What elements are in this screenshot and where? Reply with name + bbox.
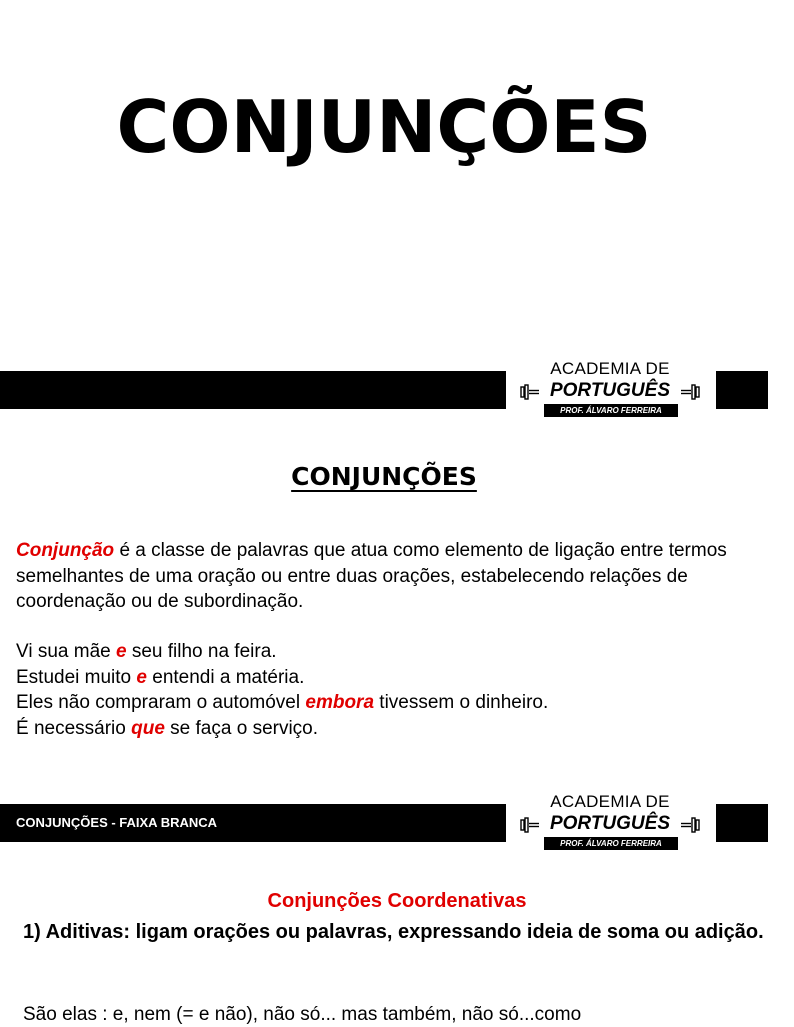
logo-line-2: PORTUGUÊS <box>549 380 670 401</box>
footer-bar-left <box>0 804 506 842</box>
examples-list <box>16 639 756 741</box>
slide-title <box>0 0 768 415</box>
logo-line-1: ACADEMIA DE <box>550 359 670 378</box>
highlighted-conjunction: que <box>131 717 165 739</box>
section-heading: CONJUNÇÕES <box>291 462 477 491</box>
slide-definition <box>0 410 768 848</box>
definition-term: Conjunção <box>16 540 115 561</box>
dumbbell-icon <box>680 817 700 833</box>
logo-line-1: ACADEMIA DE <box>550 792 670 811</box>
dumbbell-icon <box>520 384 540 400</box>
highlighted-conjunction: e <box>136 666 147 688</box>
logo-line-3: PROF. ÁLVARO FERREIRA <box>544 404 678 417</box>
page-title: CONJUNÇÕES <box>116 85 652 169</box>
footer-bar-right <box>716 371 768 409</box>
footer-bar-left <box>0 371 506 409</box>
dumbbell-icon <box>680 384 700 400</box>
logo-line-3: PROF. ÁLVARO FERREIRA <box>544 837 678 850</box>
dumbbell-icon <box>520 817 540 833</box>
example-line: Vi sua mãe e seu filho na feira. <box>16 641 277 662</box>
slide-subtitle: Conjunções Coordenativas <box>267 890 527 912</box>
footer-bar-label: CONJUNÇÕES - FAIXA BRANCA <box>16 815 218 830</box>
definition-paragraph <box>16 538 756 615</box>
conjunction-list: São elas : e, nem (= e não), não só... mas também, não só...como <box>23 1004 582 1025</box>
example-line: Estudei muito e entendi a matéria. <box>16 666 305 688</box>
slide-coordinative <box>0 842 768 1024</box>
example-line: Eles não compraram o automóvel embora tivessem o dinheiro. <box>16 692 549 713</box>
definition-text: é a classe de palavras que atua como elemento de ligação entre termos semelhantes de uma oração ou entre duas orações, estabelecendo relações de coordenação ou de subordinação. <box>16 540 727 612</box>
highlighted-conjunction: embora <box>305 692 375 713</box>
logo-line-2: PORTUGUÊS <box>549 813 670 834</box>
highlighted-conjunction: e <box>115 641 127 662</box>
category-item: 1) Aditivas: ligam orações ou palavras, expressando ideia de soma ou adição. <box>23 921 764 943</box>
footer-bar-right <box>716 804 768 842</box>
example-line: É necessário que se faça o serviço. <box>16 717 319 739</box>
